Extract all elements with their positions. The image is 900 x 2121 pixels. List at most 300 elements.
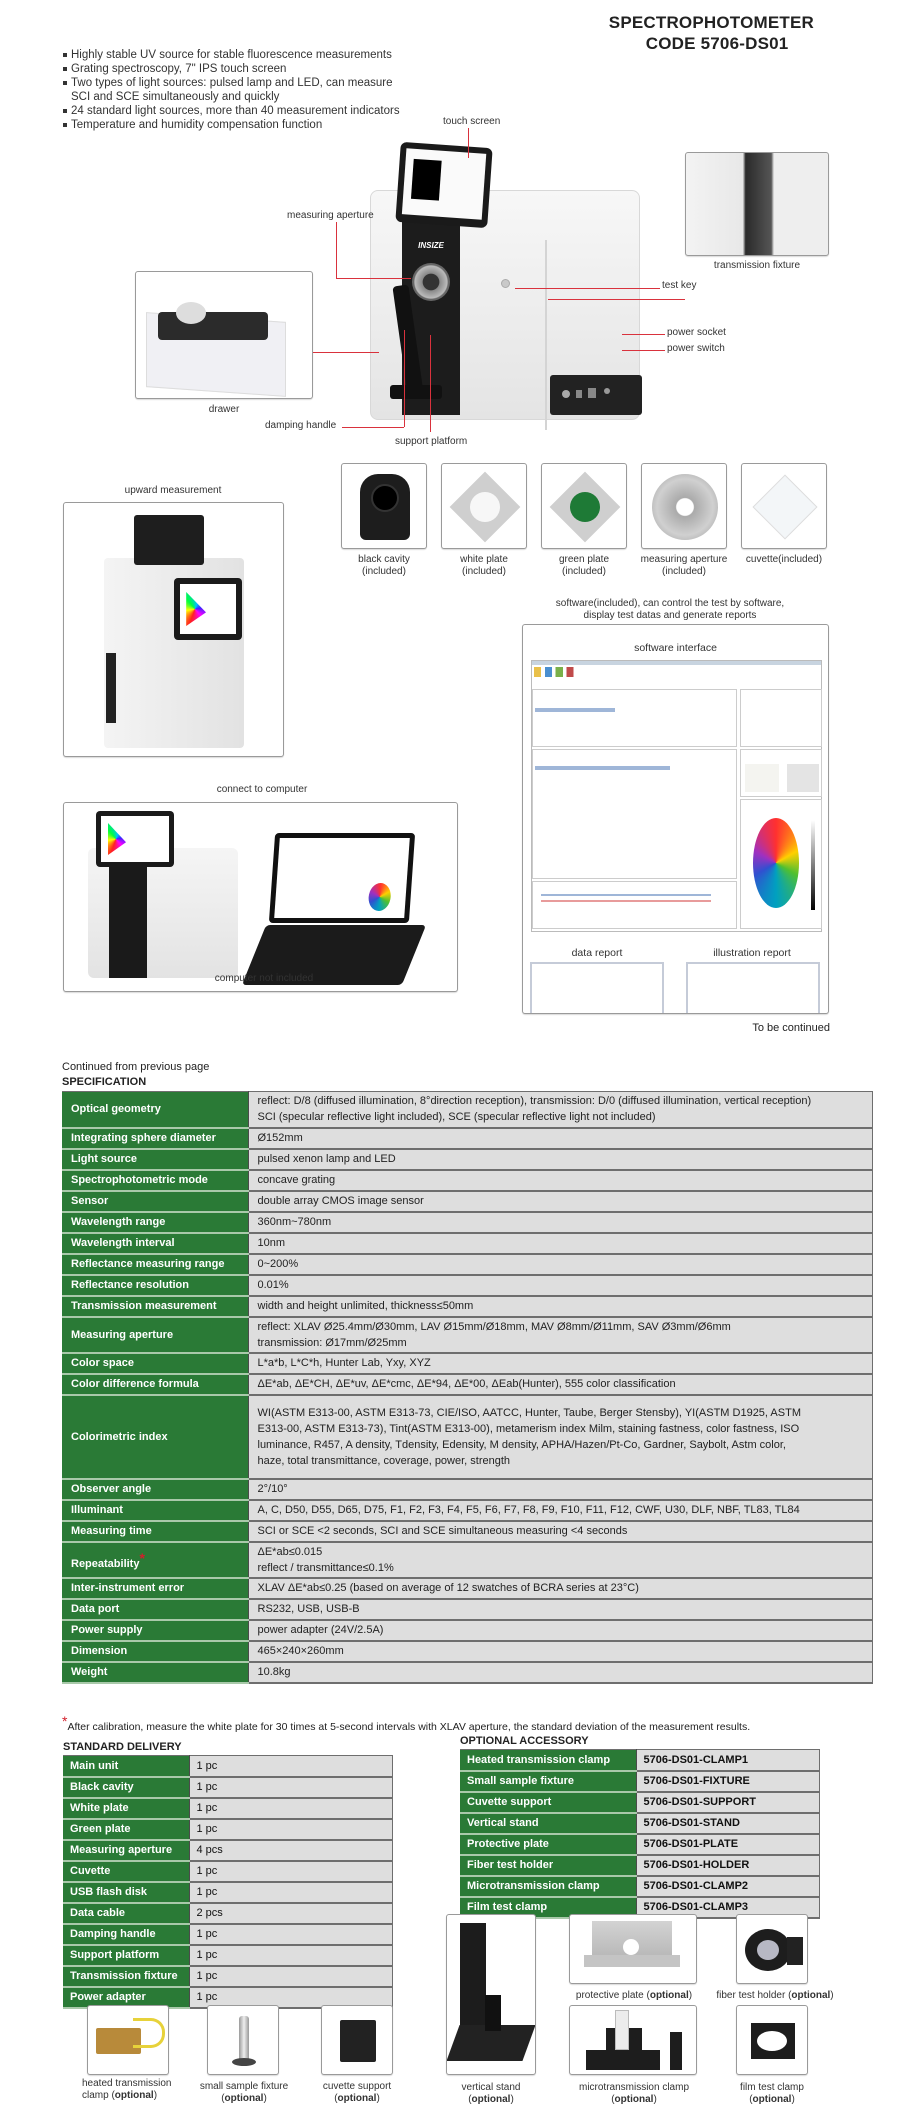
spec-value [248,1395,873,1479]
spec-row [62,1212,873,1233]
spec-key [62,1191,248,1212]
caption-line: film test clamp [740,2082,804,2093]
feature-item: Highly stable UV source for stable fluorescence measurements [62,48,400,62]
spec-key-label: Weight [71,1666,108,1678]
callout-line [515,288,660,289]
spec-row [62,1578,873,1599]
caption-line: (optional) [468,2094,514,2105]
spec-value-line: ΔE*ab, ΔE*CH, ΔE*uv, ΔE*cmc, ΔE*94, ΔE*00, ΔEab(Hunter), 555 color classification [257,1378,676,1390]
caption-included-item [436,554,532,578]
port-icon [576,390,582,398]
item-name: black cavity [358,554,410,565]
spec-row [62,1599,873,1620]
row-value: 5706-DS01-PLATE [636,1834,820,1855]
spec-value-line: 0.01% [257,1279,289,1291]
row-label: Main unit [63,1756,189,1777]
row-label: White plate [63,1798,189,1819]
spec-value-line: double array CMOS image sensor [257,1195,424,1207]
protective-plate-image [569,1914,697,1984]
port-icon [562,390,570,398]
spec-value-line: 465×240×260mm [257,1645,344,1657]
callout-line [336,278,411,279]
spec-value-line: L*a*b, L*C*h, Hunter Lab, Yxy, XYZ [257,1357,431,1369]
spec-key-label: Color space [71,1357,134,1369]
aperture-disc [412,263,450,301]
footnote-asterisk: * [62,1713,68,1729]
connect-to-computer-image [63,802,458,992]
caption-fiber-test-holder: fiber test holder (optional) [716,1990,834,2001]
spec-key [62,1128,248,1149]
callout-touch-screen: touch screen [443,116,501,127]
spec-key [62,1479,248,1500]
spec-row [62,1479,873,1500]
spec-value [248,1170,873,1191]
spec-row [62,1275,873,1296]
device-top-line [545,240,547,430]
spec-row [62,1233,873,1254]
spec-key-label: Data port [71,1603,120,1615]
spec-row [62,1296,873,1317]
spec-value [248,1599,873,1620]
spec-value-line: 360nm~780nm [257,1216,332,1228]
row-label: USB flash disk [63,1882,189,1903]
row-value: 1 pc [189,1945,393,1966]
caption-line: heated transmission [82,2078,172,2089]
table-row [63,1945,393,1966]
caption-included-item [631,554,737,578]
caption-upward-measurement: upward measurement [124,485,222,496]
spec-value-line: ΔE*ab≤0.015 [257,1545,323,1558]
caption-line: (optional) [221,2093,267,2104]
spec-key [62,1599,248,1620]
spec-key [62,1521,248,1542]
spec-value-line: power adapter (24V/2.5A) [257,1624,384,1636]
row-label: Transmission fixture [63,1966,189,1987]
spec-value-line: 2°/10° [257,1483,288,1495]
screen-display [402,148,486,219]
spec-value [248,1128,873,1149]
table-row [63,1861,393,1882]
caption-included-item [733,554,835,566]
spec-row [62,1128,873,1149]
caption-software [515,598,825,622]
spec-key [62,1578,248,1599]
touch-screen[interactable] [395,142,492,228]
row-label: Protective plate [460,1834,636,1855]
data-report-thumbnail [530,962,664,1014]
spec-key [62,1317,248,1353]
brand-logo: INSIZE [418,241,444,250]
spec-value-line: 10.8kg [257,1666,291,1678]
spec-key [62,1233,248,1254]
spec-key-label: Measuring aperture [71,1328,174,1341]
row-value: 5706-DS01-CLAMP3 [636,1897,820,1918]
row-label: Black cavity [63,1777,189,1798]
data-report-label: data report [571,947,623,959]
row-label: Power adapter [63,1987,189,2008]
cuvette-image [741,463,827,549]
spec-value-line: SCI (specular reflective light included), SCE (specular reflective light not included) [257,1111,656,1124]
spec-row [62,1374,873,1395]
spec-row [62,1620,873,1641]
row-value: 2 pcs [189,1903,393,1924]
upright-device-top-fixture [134,515,204,565]
spec-row [62,1395,873,1479]
row-value: 5706-DS01-CLAMP1 [636,1750,820,1771]
feature-item: Grating spectroscopy, 7" IPS touch screen [62,62,400,76]
spec-value [248,1296,873,1317]
software-panel [522,624,829,1014]
drawer-parts [176,302,206,324]
spec-row [62,1500,873,1521]
spec-key [62,1296,248,1317]
spec-key-label: Reflectance resolution [71,1279,189,1291]
spec-value-line: XLAV ΔE*ab≤0.25 (based on average of 12 swatches of BCRA series at 23°C) [257,1582,639,1594]
callout-line [548,299,685,300]
film-test-clamp-image [736,2005,808,2075]
caption-line: (optional) [611,2094,657,2105]
to-be-continued: To be continued [752,1022,830,1034]
device-small-screen [96,811,174,867]
callout-measuring-aperture: measuring aperture [287,210,374,221]
row-value: 4 pcs [189,1840,393,1861]
row-value: 1 pc [189,1819,393,1840]
spec-row [62,1092,873,1128]
laptop-screen [269,833,415,923]
caption-line: cuvette support [322,2081,392,2092]
row-value: 1 pc [189,1882,393,1903]
table-row [63,1819,393,1840]
spec-key-label: Inter-instrument error [71,1582,185,1594]
row-value: 1 pc [189,1798,393,1819]
spec-key [62,1212,248,1233]
row-value: 5706-DS01-STAND [636,1813,820,1834]
footnote-text: After calibration, measure the white plate for 30 times at 5-second intervals with XLAV aperture, the standard deviation of the measurement results. [67,1721,751,1733]
callout-test-key: test key [662,280,697,291]
row-value: 5706-DS01-CLAMP2 [636,1876,820,1897]
caption-line: microtransmission clamp [578,2082,690,2093]
spec-value-line: RS232, USB, USB-B [257,1603,360,1615]
row-value: 5706-DS01-FIXTURE [636,1771,820,1792]
device-small-front [109,858,147,978]
spec-value [248,1275,873,1296]
item-note: (included) [362,566,406,577]
spec-value-line: WI(ASTM E313-00, ASTM E313-73, CIE/ISO, AATCC, Hunter, Taube, Berger Stensby), YI(ASTM D1925, ASTM [257,1406,801,1419]
row-label: Small sample fixture [460,1771,636,1792]
spec-value-line: 0~200% [257,1258,299,1270]
spec-value-line: concave grating [257,1174,336,1186]
table-row [460,1813,820,1834]
spec-value-line: luminance, R457, A density, Tdensity, Edensity, M density, APHA/Hazen/Pt-Co, Gardner, Saybolt, Astm color, [257,1438,786,1451]
spec-value [248,1500,873,1521]
spec-value [248,1149,873,1170]
row-label: Measuring aperture [63,1840,189,1861]
spec-key-label: Reflectance measuring range [71,1258,225,1270]
spec-row [62,1191,873,1212]
spec-value-line: width and height unlimited, thickness≤50mm [257,1300,474,1312]
small-sample-fixture-image [207,2005,279,2075]
spec-key [62,1092,248,1128]
spec-value [248,1620,873,1641]
spec-key [62,1275,248,1296]
spec-key-label: Colorimetric index [71,1430,168,1443]
spec-key-label: Wavelength range [71,1216,166,1228]
spec-key-label: Power supply [71,1624,143,1636]
table-row [460,1834,820,1855]
spec-value [248,1641,873,1662]
asterisk-mark: * [139,1549,145,1566]
item-name: cuvette(included) [745,554,823,565]
black-cavity-image [341,463,427,549]
spec-value [248,1479,873,1500]
spec-key-label: Repeatability [71,1557,140,1570]
table-row [460,1876,820,1897]
item-name: white plate [460,554,508,565]
row-value: 5706-DS01-HOLDER [636,1855,820,1876]
drawer-tray [158,312,268,340]
spec-row [62,1170,873,1191]
software-interface-screenshot [531,660,822,932]
callout-line [336,222,337,278]
row-value: 1 pc [189,1756,393,1777]
software-caption-line-1: software(included), can control the test by software, [555,598,785,609]
support-platform-base [390,385,442,399]
spec-row [62,1641,873,1662]
table-row [460,1792,820,1813]
spec-value [248,1254,873,1275]
spec-value [248,1353,873,1374]
spec-key-label: Measuring time [71,1525,152,1537]
table-row [460,1750,820,1771]
callout-damping-handle: damping handle [265,420,337,431]
table-row [63,1924,393,1945]
transmission-fixture-image [685,152,829,256]
white-plate-image [441,463,527,549]
callout-power-socket: power socket [667,327,726,338]
heated-transmission-clamp-image [87,2005,169,2075]
drawer-image [135,271,313,399]
color-wheel-icon [753,818,799,908]
upward-measurement-image [63,502,284,757]
callout-line [342,427,404,428]
caption-line: (optional) [334,2093,380,2104]
spec-value [248,1578,873,1599]
table-row [63,1840,393,1861]
spec-key-label: Optical geometry [71,1103,161,1116]
spec-row [62,1149,873,1170]
row-value: 1 pc [189,1777,393,1798]
test-key[interactable] [501,279,510,288]
callout-line [468,128,469,158]
fiber-test-holder-image [736,1914,808,1984]
optional-accessory-title: OPTIONAL ACCESSORY [460,1735,589,1747]
spec-row [62,1521,873,1542]
caption-drawer: drawer [208,404,240,415]
spec-value-line: pulsed xenon lamp and LED [257,1153,396,1165]
spec-value-line: E313-00, ASTM E313-73), Tint(ASTM E313-00), metamerism index Milm, staining fastness, color fastness, ISO [257,1422,800,1435]
upright-device-side-panel [106,653,116,723]
illustration-report-label: illustration report [713,947,791,959]
row-value: 5706-DS01-SUPPORT [636,1792,820,1813]
table-row [63,1798,393,1819]
spec-value [248,1317,873,1353]
spec-row [62,1542,873,1578]
spec-value [248,1092,873,1128]
row-label: Data cable [63,1903,189,1924]
port-icon [604,388,610,394]
table-row [63,1882,393,1903]
spec-row [62,1353,873,1374]
port-icon [588,388,596,398]
caption-included-item [336,554,432,578]
caption-heated-transmission-clamp [82,2078,192,2102]
spec-key [62,1353,248,1374]
table-row [63,1903,393,1924]
spec-key-label: Sensor [71,1195,109,1207]
callout-support-platform: support platform [395,436,468,447]
spec-value [248,1212,873,1233]
callout-line [622,334,665,335]
spec-row [62,1254,873,1275]
continued-from-previous-page: Continued from previous page [62,1061,210,1073]
optional-accessory-table [460,1749,820,1919]
item-name: green plate [558,554,610,565]
spec-key-label: Integrating sphere diameter [71,1132,216,1144]
spec-value [248,1233,873,1254]
caption-small-sample-fixture [192,2081,296,2105]
spec-value [248,1521,873,1542]
standard-delivery-table [63,1755,393,2009]
feature-item: Two types of light sources: pulsed lamp and LED, can measure [62,76,400,90]
spec-value-line: transmission: Ø17mm/Ø25mm [257,1336,407,1349]
feature-item-continuation: SCI and SCE simultaneously and quickly [71,91,280,103]
spec-value [248,1191,873,1212]
caption-cuvette-support [302,2081,412,2105]
spec-key [62,1662,248,1683]
item-note: (included) [662,566,706,577]
spec-value-line: SCI or SCE <2 seconds, SCI and SCE simultaneous measuring <4 seconds [257,1525,628,1537]
row-label: Damping handle [63,1924,189,1945]
item-note: (included) [462,566,506,577]
chromaticity-diagram-icon [411,159,442,201]
row-label: Cuvette support [460,1792,636,1813]
row-value: 1 pc [189,1861,393,1882]
spec-key-label: Dimension [71,1645,128,1657]
spec-value-line: A, C, D50, D55, D65, D75, F1, F2, F3, F4, F5, F6, F7, F8, F9, F10, F11, F12, CWF, U30, DLF, NBF, TL83, TL84 [257,1504,800,1516]
row-label: Vertical stand [460,1813,636,1834]
spec-key-label: Color difference formula [71,1378,199,1390]
software-interface-label: software interface [634,642,717,654]
spec-key [62,1542,248,1578]
spec-key [62,1149,248,1170]
spec-key [62,1500,248,1521]
spec-key-label: Light source [71,1153,138,1165]
caption-line: clamp (optional) [82,2090,158,2101]
software-caption-line-2: display test datas and generate reports [583,610,757,621]
standard-delivery-title: STANDARD DELIVERY [63,1741,182,1753]
caption-vertical-stand [441,2082,541,2106]
row-label: Heated transmission clamp [460,1750,636,1771]
spec-value [248,1662,873,1683]
title-line-2: CODE 5706-DS01 [645,34,789,53]
table-row [460,1771,820,1792]
callout-line [622,350,665,351]
callout-line [404,330,405,427]
spec-key [62,1170,248,1191]
caption-microtransmission-clamp [559,2082,709,2106]
caption-line: (optional) [749,2094,795,2105]
feature-item: 24 standard light sources, more than 40 measurement indicators [62,104,400,118]
spec-key [62,1620,248,1641]
callout-line [313,352,379,353]
feature-item: Temperature and humidity compensation function [62,118,400,132]
illustration-report-thumbnail [686,962,820,1014]
spec-value-line: reflect: XLAV Ø25.4mm/Ø30mm, LAV Ø15mm/Ø18mm, MAV Ø8mm/Ø11mm, SAV Ø3mm/Ø6mm [257,1320,731,1333]
spec-row [62,1317,873,1353]
page-title [609,12,814,54]
spec-key [62,1254,248,1275]
upright-device-screen [174,578,242,640]
spec-key [62,1641,248,1662]
spec-key-label: Observer angle [71,1483,152,1495]
spec-key [62,1395,248,1479]
green-plate-image [541,463,627,549]
specification-footnote [62,1713,750,1733]
spec-value-line: reflect: D/8 (diffused illumination, 8°direction reception), transmission: D/0 (diffused illumination, vertical reception) [257,1095,812,1108]
table-row [63,1777,393,1798]
item-name: measuring aperture [640,554,728,565]
row-label: Film test clamp [460,1897,636,1918]
title-line-1: SPECTROPHOTOMETER [608,13,814,32]
computer-not-included-note: computer not included [214,973,314,984]
caption-transmission-fixture: transmission fixture [713,260,801,271]
caption-line: vertical stand [461,2082,521,2093]
row-label: Green plate [63,1819,189,1840]
row-label: Cuvette [63,1861,189,1882]
table-row [63,1756,393,1777]
row-label: Support platform [63,1945,189,1966]
row-label: Microtransmission clamp [460,1876,636,1897]
cuvette-support-image [321,2005,393,2075]
spec-key-label: Wavelength interval [71,1237,175,1249]
spec-value-line: Ø152mm [257,1132,303,1144]
spec-key-label: Illuminant [71,1504,123,1516]
specification-title: SPECIFICATION [62,1076,147,1088]
row-value: 1 pc [189,1987,393,2008]
table-row [460,1855,820,1876]
spec-value-line: 10nm [257,1237,286,1249]
caption-included-item [536,554,632,578]
feature-list [62,48,400,132]
microtransmission-clamp-image [569,2005,697,2075]
caption-film-test-clamp [722,2082,822,2106]
spec-value-line: reflect / transmittance≤0.1% [257,1561,394,1574]
measuring-aperture-image [641,463,727,549]
specification-table [62,1091,873,1684]
callout-power-switch: power switch [667,343,725,354]
table-row [63,1966,393,1987]
vertical-stand-image [446,1914,536,2075]
callout-line [430,335,431,432]
row-value: 1 pc [189,1966,393,1987]
spec-value-line: haze, total transmittance, coverage, power, strength [257,1454,511,1467]
spec-row [62,1662,873,1683]
item-note: (included) [562,566,606,577]
row-value: 1 pc [189,1924,393,1945]
spec-key-label: Transmission measurement [71,1300,217,1312]
main-device-illustration [370,145,660,435]
caption-connect-to-computer: connect to computer [216,784,308,795]
